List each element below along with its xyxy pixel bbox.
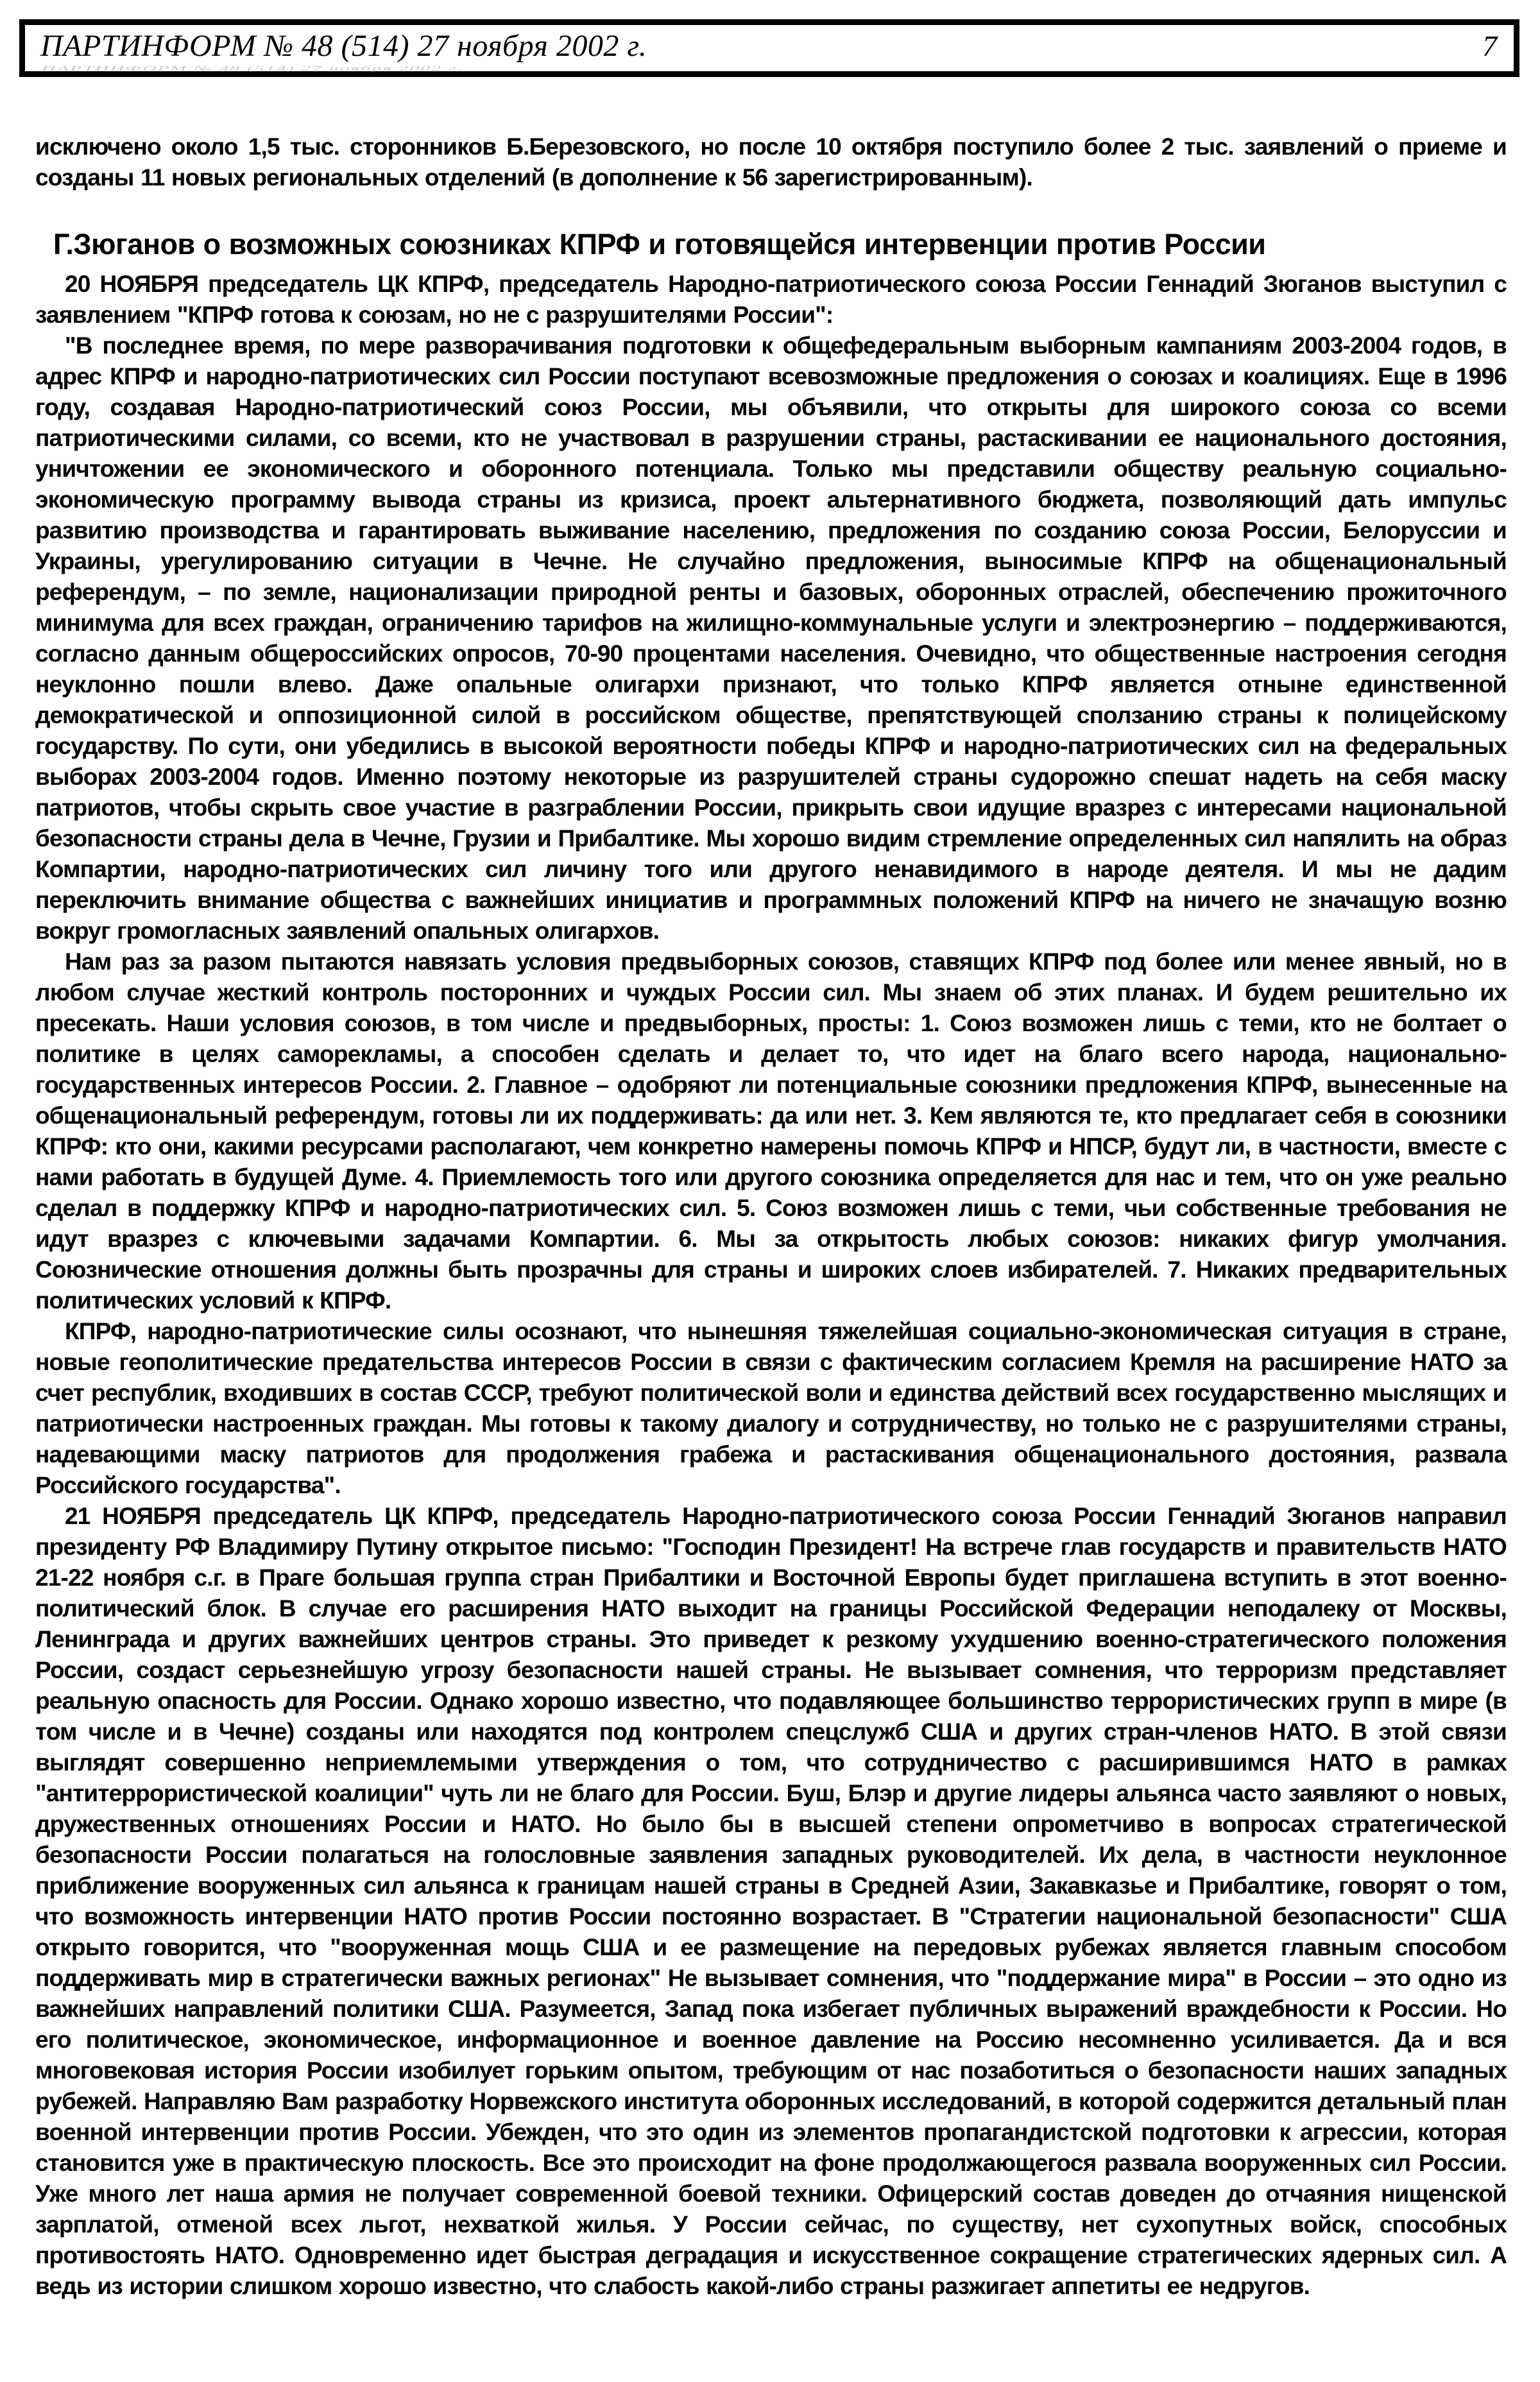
article-paragraph-conditions: Нам раз за разом пытаются навязать условия предвыборных союзов, ставящих КПРФ под более или менее явный, но в любом случае жесткий контроль посторонних и чуждых России сил. Мы знаем об этих планах. И будем решительно их пресекать. Наши условия союзов, в том числе и предвыборных, просты: 1. Союз возможен лишь с теми, кто не болтает о политике в целях саморекламы, а способен сделать и делает то, что идет на благо всего народа, национально-государственных интересов России. 2. Главное – одобряют ли потенциальные союзники предложения КПРФ, вынесенные на общенациональный референдум, готовы ли их поддерживать: да или нет. 3. Кем являются те, кто предлагает себя в союзники КПРФ: кто они, какими ресурсами располагают, чем конкретно намерены помочь КПРФ и НПСР, будут ли, в частности, вместе с нами работать в будущей Думе. 4. Приемлемость того или другого союзника определяется для нас и тем, что он уже реально сделал в поддержку КПРФ и народно-патриотических сил. 5. Союз возможен лишь с теми, чьи собственные требования не идут вразрез с ключевыми задачами Компартии. 6. Мы за открытость любых союзов: никаких фигур умолчания. Союзнические отношения должны быть прозрачны для страны и широких слоев избирателей. 7. Никаких предварительных политических условий к КПРФ. <box>35 948 1507 1314</box>
article-paragraph-kprf-position: КПРФ, народно-патриотические силы осознают, что нынешняя тяжелейшая социально-экономическая ситуация в стране, новые геополитические предательства интересов России в связи с фактическим согласием Кремля на расширение НАТО за счет республик, входивших в состав СССР, требуют политической воли и единства действий всех государственно мыслящих и патриотически настроенных граждан. Мы готовы к такому диалогу и сотрудничеству, но только не с разрушителями страны, надевающими маску патриотов для продолжения грабежа и растаскивания общенационального достояния, развала Российского государства". <box>35 1318 1507 1498</box>
continuation-paragraph: исключено около 1,5 тыс. сторонников Б.Березовского, но после 10 октября поступило более 2 тыс. заявлений о приеме и созданы 11 новых региональных отделений (в дополнение к 56 зарегистрированным). <box>35 133 1507 191</box>
masthead-box <box>19 19 1519 77</box>
article-body <box>35 132 1507 2302</box>
article-title: Г.Зюганов о возможных союзниках КПРФ и готовящейся интервенции против России <box>53 228 1266 261</box>
article-paragraph-statement: "В последнее время, по мере разворачивания подготовки к общефедеральным выборным кампаниям 2003-2004 годов, в адрес КПРФ и народно-патриотических сил России поступают всевозможные предложения о союзах и коалициях. Еще в 1996 году, создавая Народно-патриотический союз России, мы объявили, что открыты для широкого союза со всеми патриотическими силами, со всеми, кто не участвовал в разрушении страны, растаскивании ее национального достояния, уничтожении ее экономического и оборонного потенциала. Только мы представили обществу реальную социально-экономическую программу вывода страны из кризиса, проект альтернативного бюджета, позволяющий дать импульс развитию производства и гарантировать выживание населению, предложения по созданию союза России, Белоруссии и Украины, урегулированию ситуации в Чечне. Не случайно предложения, выносимые КПРФ на общенациональный референдум, – по земле, национализации природной ренты и базовых, оборонных отраслей, обеспечению прожиточного минимума для всех граждан, ограничению тарифов на жилищно-коммунальные услуги и электроэнергию – поддерживаются, согласно данным общероссийских опросов, 70-90 процентами населения. Очевидно, что общественные настроения сегодня неуклонно пошли влево. Даже опальные олигархи признают, что только КПРФ является отныне единственной демократической и оппозиционной силой в российском обществе, препятствующей сползанию страны к полицейскому государству. По сути, они убедились в высокой вероятности победы КПРФ и народно-патриотических сил на федеральных выборах 2003-2004 годов. Именно поэтому некоторые из разрушителей страны судорожно спешат надеть на себя маску патриотов, чтобы скрыть свое участие в разграблении России, прикрыть свои идущие вразрез с интересами национальной безопасности страны дела в Чечне, Грузии и Прибалтике. Мы хорошо видим стремление определенных сил напялить на образ Компартии, народно-патриотических сил личину того или другого ненавидимого в народе деятеля. И мы не дадим переключить внимание общества с важнейших инициатив и программных положений КПРФ на ничего не значащую возню вокруг громогласных заявлений опальных олигархов. <box>35 332 1507 944</box>
masthead-title: ПАРТИНФОРМ № 48 (514) 27 ноября 2002 г. <box>40 28 647 63</box>
article-paragraph-lead: 20 НОЯБРЯ председатель ЦК КПРФ, председатель Народно-патриотического союза России Геннадий Зюганов выступил с заявлением "КПРФ готова к союзам, но не с разрушителями России": <box>35 271 1507 328</box>
article-paragraph-open-letter: 21 НОЯБРЯ председатель ЦК КПРФ, председатель Народно-патриотического союза России Геннадий Зюганов направил президенту РФ Владимиру Путину открытое письмо: "Господин Президент! На встрече глав государств и правительств НАТО 21-22 ноября с.г. в Праге большая группа стран Прибалтики и Восточной Европы будет приглашена вступить в этот военно-политический блок. В случае его расширения НАТО выходит на границы Российской Федерации неподалеку от Москвы, Ленинграда и других важнейших центров страны. Это приведет к резкому ухудшению военно-стратегического положения России, создаст серьезнейшую угрозу безопасности нашей страны. Не вызывает сомнения, что терроризм представляет реальную опасность для России. Однако хорошо известно, что подавляющее большинство террористических групп в мире (в том числе и в Чечне) созданы или находятся под контролем спецслужб США и других стран-членов НАТО. В этой связи выглядят совершенно неприемлемыми утверждения о том, что сотрудничество с расширившимся НАТО в рамках "антитеррористической коалиции" чуть ли не благо для России. Буш, Блэр и другие лидеры альянса часто заявляют о новых, дружественных отношениях России и НАТО. Но было бы в высшей степени опрометчиво в вопросах стратегической безопасности России полагаться на голословные заявления западных руководителей. Их дела, в частности неуклонное приближение вооруженных сил альянса к границам нашей страны в Средней Азии, Закавказье и Прибалтике, говорят о том, что возможность интервенции НАТО против России постоянно возрастает. В "Стратегии национальной безопасности" США открыто говорится, что "вооруженная мощь США и ее размещение на передовых рубежах является главным способом поддерживать мир в стратегически важных регионах" Не вызывает сомнения, что "поддержание мира" в России – это одно из важнейших направлений политики США. Разумеется, Запад пока избегает публичных выражений враждебности к России. Но его политическое, экономическое, информационное и военное давление на Россию несомненно усиливается. Да и вся многовековая история России изобилует горьким опытом, требующим от нас позаботиться о безопасности наших западных рубежей. Направляю Вам разработку Норвежского института оборонных исследований, в которой содержится детальный план военной интервенции против России. Убежден, что это один из элементов пропагандистской подготовки к агрессии, которая становится уже в практическую плоскость. Все это происходит на фоне продолжающегося развала вооруженных сил России. Уже много лет наша армия не получает современной боевой техники. Офицерский состав доведен до отчаяния нищенской зарплатой, отменой всех льгот, нехваткой жилья. У России сейчас, по существу, нет сухопутных войск, способных противостоять НАТО. Одновременно идет быстрая деградация и искусственное сокращение стратегических ядерных сил. А ведь из истории слишком хорошо известно, что слабость какой-либо страны разжигает аппетиты ее недругов. <box>35 1503 1507 2299</box>
page-number: 7 <box>1482 29 1497 62</box>
masthead-scan-echo: ПАРТИНФОРМ № 48 (514) 27 ноября 2002 г. <box>42 65 463 73</box>
